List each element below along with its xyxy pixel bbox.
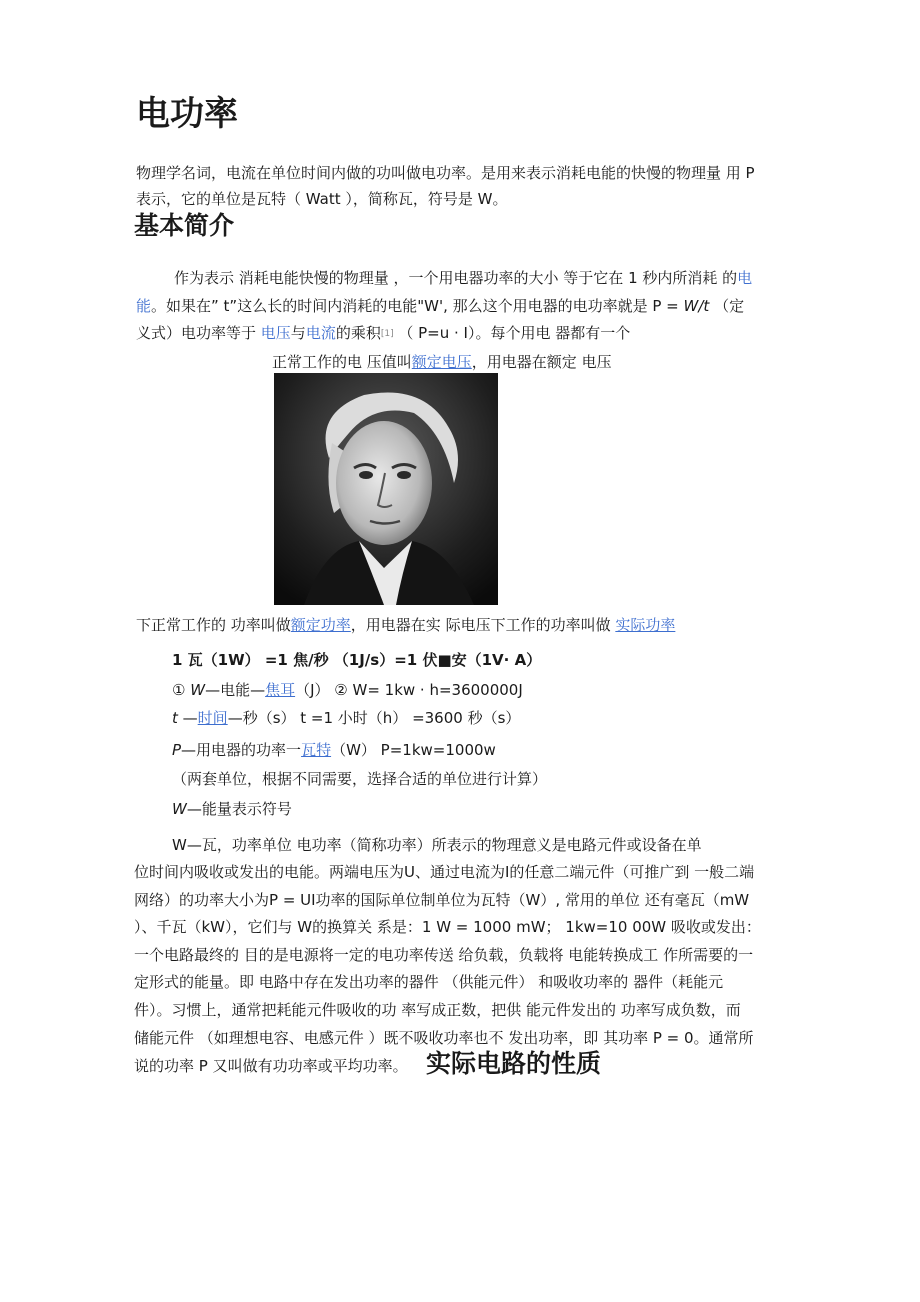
text-span: （W） P=1kw=1000w xyxy=(331,741,496,759)
para-line-9: 说的功率 P 又叫做有功功率或平均功率。 xyxy=(134,1057,408,1075)
section1-line-5 xyxy=(136,615,675,635)
link-watt[interactable]: 瓦特 xyxy=(301,741,332,759)
link-electric-energy-a[interactable]: 电 xyxy=(737,269,753,287)
section1-line-3 xyxy=(136,323,630,344)
text-span: 义式）电功率等于 xyxy=(136,324,261,342)
link-rated-voltage[interactable]: 额定电压 xyxy=(411,353,472,371)
para-line-4: ）、千瓦（kW），它们与 W的换算关 系是：1 W = 1000 mW； 1kw=10 00W 吸收或发出： xyxy=(134,918,761,936)
text-span: ，用电器在实 际电压下工作的功率叫做 xyxy=(350,616,616,634)
link-joule[interactable]: 焦耳 xyxy=(265,681,296,699)
text-span: （ P=u · I）。每个用电 器都有一个 xyxy=(393,324,631,342)
text-span: （定 xyxy=(709,297,745,315)
link-rated-power[interactable]: 额定功率 xyxy=(290,616,351,634)
text-span: 作为表示 消耗电能快慢的物理量 ，一个用电器功率的大小 等于它在 1 秒内所消耗 的 xyxy=(174,269,738,287)
text-span: —用电器的功率一 xyxy=(181,741,302,759)
symbol-w: W xyxy=(172,800,187,818)
link-electric-energy-b[interactable]: 能 xyxy=(136,297,152,315)
intro-line-1: 物理学名词，电流在单位时间内做的功叫做电功率。是用来表示消耗电能的快慢的物理量 用 P xyxy=(136,164,755,182)
para-line-7: 件）。习惯上，通常把耗能元件吸收的功 率写成正数，把供 能元件发出的 功率写成负数，而 xyxy=(134,1001,741,1019)
text-span: —电能— xyxy=(205,681,266,699)
text-span: 与 xyxy=(290,324,306,342)
link-time[interactable]: 时间 xyxy=(197,709,228,727)
section1-line-4 xyxy=(272,352,612,372)
symbol-w: W xyxy=(190,681,206,699)
portrait-image xyxy=(274,373,498,605)
para-line-2: 位时间内吸收或发出的电能。两端电压为U、通过电流为I的任意二端元件（可推广到 一般二端 xyxy=(134,863,755,881)
text-span: ，用电器在额定 电压 xyxy=(471,353,612,371)
section-heading-basic: 基本简介 xyxy=(134,211,235,240)
symbol-t: t xyxy=(172,709,178,727)
para-line-6: 定形式的能量。即 电路中存在发出功率的器件 （供能元件） 和吸收功率的 器件（耗能元 xyxy=(134,973,724,991)
units-line-1: 1 瓦（1W） =1 焦/秒 （1J/s）=1 伏■安（1V· A） xyxy=(172,651,542,669)
citation-1[interactable]: [1] xyxy=(380,329,394,339)
units-line-4 xyxy=(172,740,496,760)
text-span: ① xyxy=(172,681,191,699)
para-line-5: 一个电路最终的 目的是电源将一定的电功率传送 给负载，负载将 电能转换成工 作所需要的一 xyxy=(134,946,754,964)
units-line-2 xyxy=(172,680,523,700)
text-span: 下正常工作的 功率叫做 xyxy=(136,616,291,634)
text-span: （J） ② W= 1kw · h=3600000J xyxy=(295,681,523,699)
text-span: —秒（s） t =1 小时（h） =3600 秒（s） xyxy=(227,709,521,727)
text-span: 的乘积 xyxy=(335,324,381,342)
para-line-3: 网络）的功率大小为P = UI功率的国际单位制单位为瓦特（W）, 常用的单位 还有毫瓦（mW xyxy=(134,891,750,909)
para-line-8: 储能元件 （如理想电容、电感元件 ）既不吸收功率也不 发出功率，即 其功率 P = 0。通常所 xyxy=(134,1029,754,1047)
units-line-6 xyxy=(172,799,292,819)
units-line-5: （两套单位，根据不同需要，选择合适的单位进行计算） xyxy=(172,770,548,788)
section-heading-circuit: 实际电路的性质 xyxy=(426,1049,602,1078)
section1-line-1 xyxy=(174,268,752,288)
symbol-p: P xyxy=(172,741,182,759)
formula-w-over-t: W/t xyxy=(683,297,710,315)
page-title: 电功率 xyxy=(136,94,238,134)
intro-line-2: 表示，它的单位是瓦特（ Watt ），简称瓦，符号是 W。 xyxy=(136,190,508,208)
para-line-1: W—瓦，功率单位 电功率（简称功率）所表示的物理意义是电路元件或设备在单 xyxy=(172,836,702,854)
text-span: — xyxy=(177,709,198,727)
link-voltage[interactable]: 电压 xyxy=(260,324,291,342)
text-span: 。如果在” t”这么长的时间内消耗的电能"W', 那么这个用电器的电功率就是 P = xyxy=(151,297,684,315)
link-actual-power[interactable]: 实际功率 xyxy=(615,616,676,634)
link-current[interactable]: 电流 xyxy=(305,324,336,342)
text-span: —能量表示符号 xyxy=(186,800,292,818)
text-span: 正常工作的电 压值叫 xyxy=(272,353,412,371)
units-line-3 xyxy=(172,708,520,728)
section1-line-2 xyxy=(136,296,744,316)
